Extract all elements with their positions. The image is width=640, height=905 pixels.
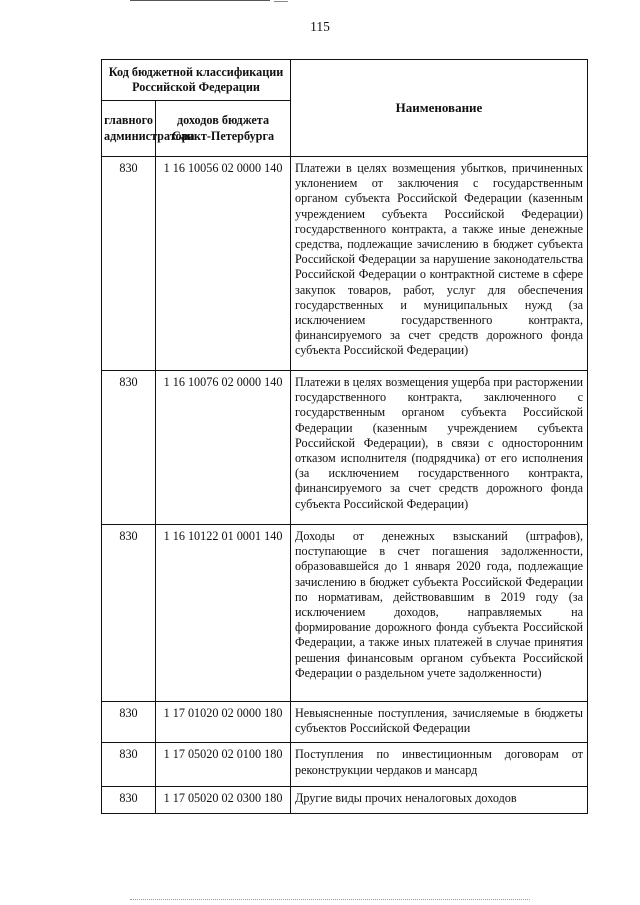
income-code-cell: 1 16 10056 02 0000 140 [156,157,291,371]
income-code-cell: 1 16 10122 01 0001 140 [156,525,291,702]
income-name-cell: Платежи в целях возмещения ущерба при расторжении государственного контракта, заключенного с государственным органом субъекта Российской Федерации (казенным учреждением субъекта Российской Федерации), в связи с односторонним отказом исполнителя (подрядчика) от его исполнения (за исключением государственного контракта, финансируемого за счет средств дорожного фонда субъекта Российской Федерации) [291,371,588,525]
income-name-cell: Невыясненные поступления, зачисляемые в бюджеты субъектов Российской Федерации [291,702,588,743]
budget-classification-table [101,59,588,814]
table-row [102,743,588,787]
admin-code-cell: 830 [102,743,156,787]
header-name: Наименование [291,60,588,157]
income-name-cell: Другие виды прочих неналоговых доходов [291,787,588,813]
income-code-cell: 1 17 05020 02 0100 180 [156,743,291,787]
top-edge-rule [130,0,270,1]
admin-code-cell: 830 [102,157,156,371]
admin-code-cell: 830 [102,371,156,525]
admin-code-cell: 830 [102,787,156,813]
top-edge-rule-fragment [274,1,288,2]
income-code-cell: 1 17 05020 02 0300 180 [156,787,291,813]
income-code-cell: 1 17 01020 02 0000 180 [156,702,291,743]
page-number: 115 [310,19,330,34]
header-budget-income: доходов бюджета Санкт-Петербурга [156,101,291,157]
admin-code-cell: 830 [102,702,156,743]
header-classification-code: Код бюджетной классификации Российской Федерации [102,60,291,101]
table-row [102,525,588,702]
bottom-edge-rule [130,899,530,900]
table-row [102,702,588,743]
table-header-row [102,60,588,101]
table-row [102,157,588,371]
admin-code-cell: 830 [102,525,156,702]
income-name-cell: Поступления по инвестиционным договорам от реконструкции чердаков и мансард [291,743,588,787]
table-row [102,371,588,525]
income-code-cell: 1 16 10076 02 0000 140 [156,371,291,525]
header-main-administrator: главного администратора [102,101,156,157]
table-row [102,787,588,813]
income-name-cell: Доходы от денежных взысканий (штрафов), поступающие в счет погашения задолженности, образовавшейся до 1 января 2020 года, подлежащие зачислению в бюджет субъекта Российской Федерации по нормативам, действовавшим в 2019 году (за исключением доходов, направляемых на формирование дорожного фонда субъекта Российской Федерации, а также иных платежей в случае принятия решения финансовым органом субъекта Российской Федерации о раздельном учете задолженности) [291,525,588,702]
income-name-cell: Платежи в целях возмещения убытков, причиненных уклонением от заключения с государственным органом субъекта Российской Федерации (казенным учреждением субъекта Российской Федерации) государственного контракта, а также иные денежные средства, подлежащие зачислению в бюджет субъекта Российской Федерации за нарушение законодательства Российской Федерации о контрактной системе в сфере закупок товаров, работ, услуг для обеспечения государственных и муниципальных нужд (за исключением государственного контракта, финансируемого за счет средств дорожного фонда субъекта Российской Федерации) [291,157,588,371]
